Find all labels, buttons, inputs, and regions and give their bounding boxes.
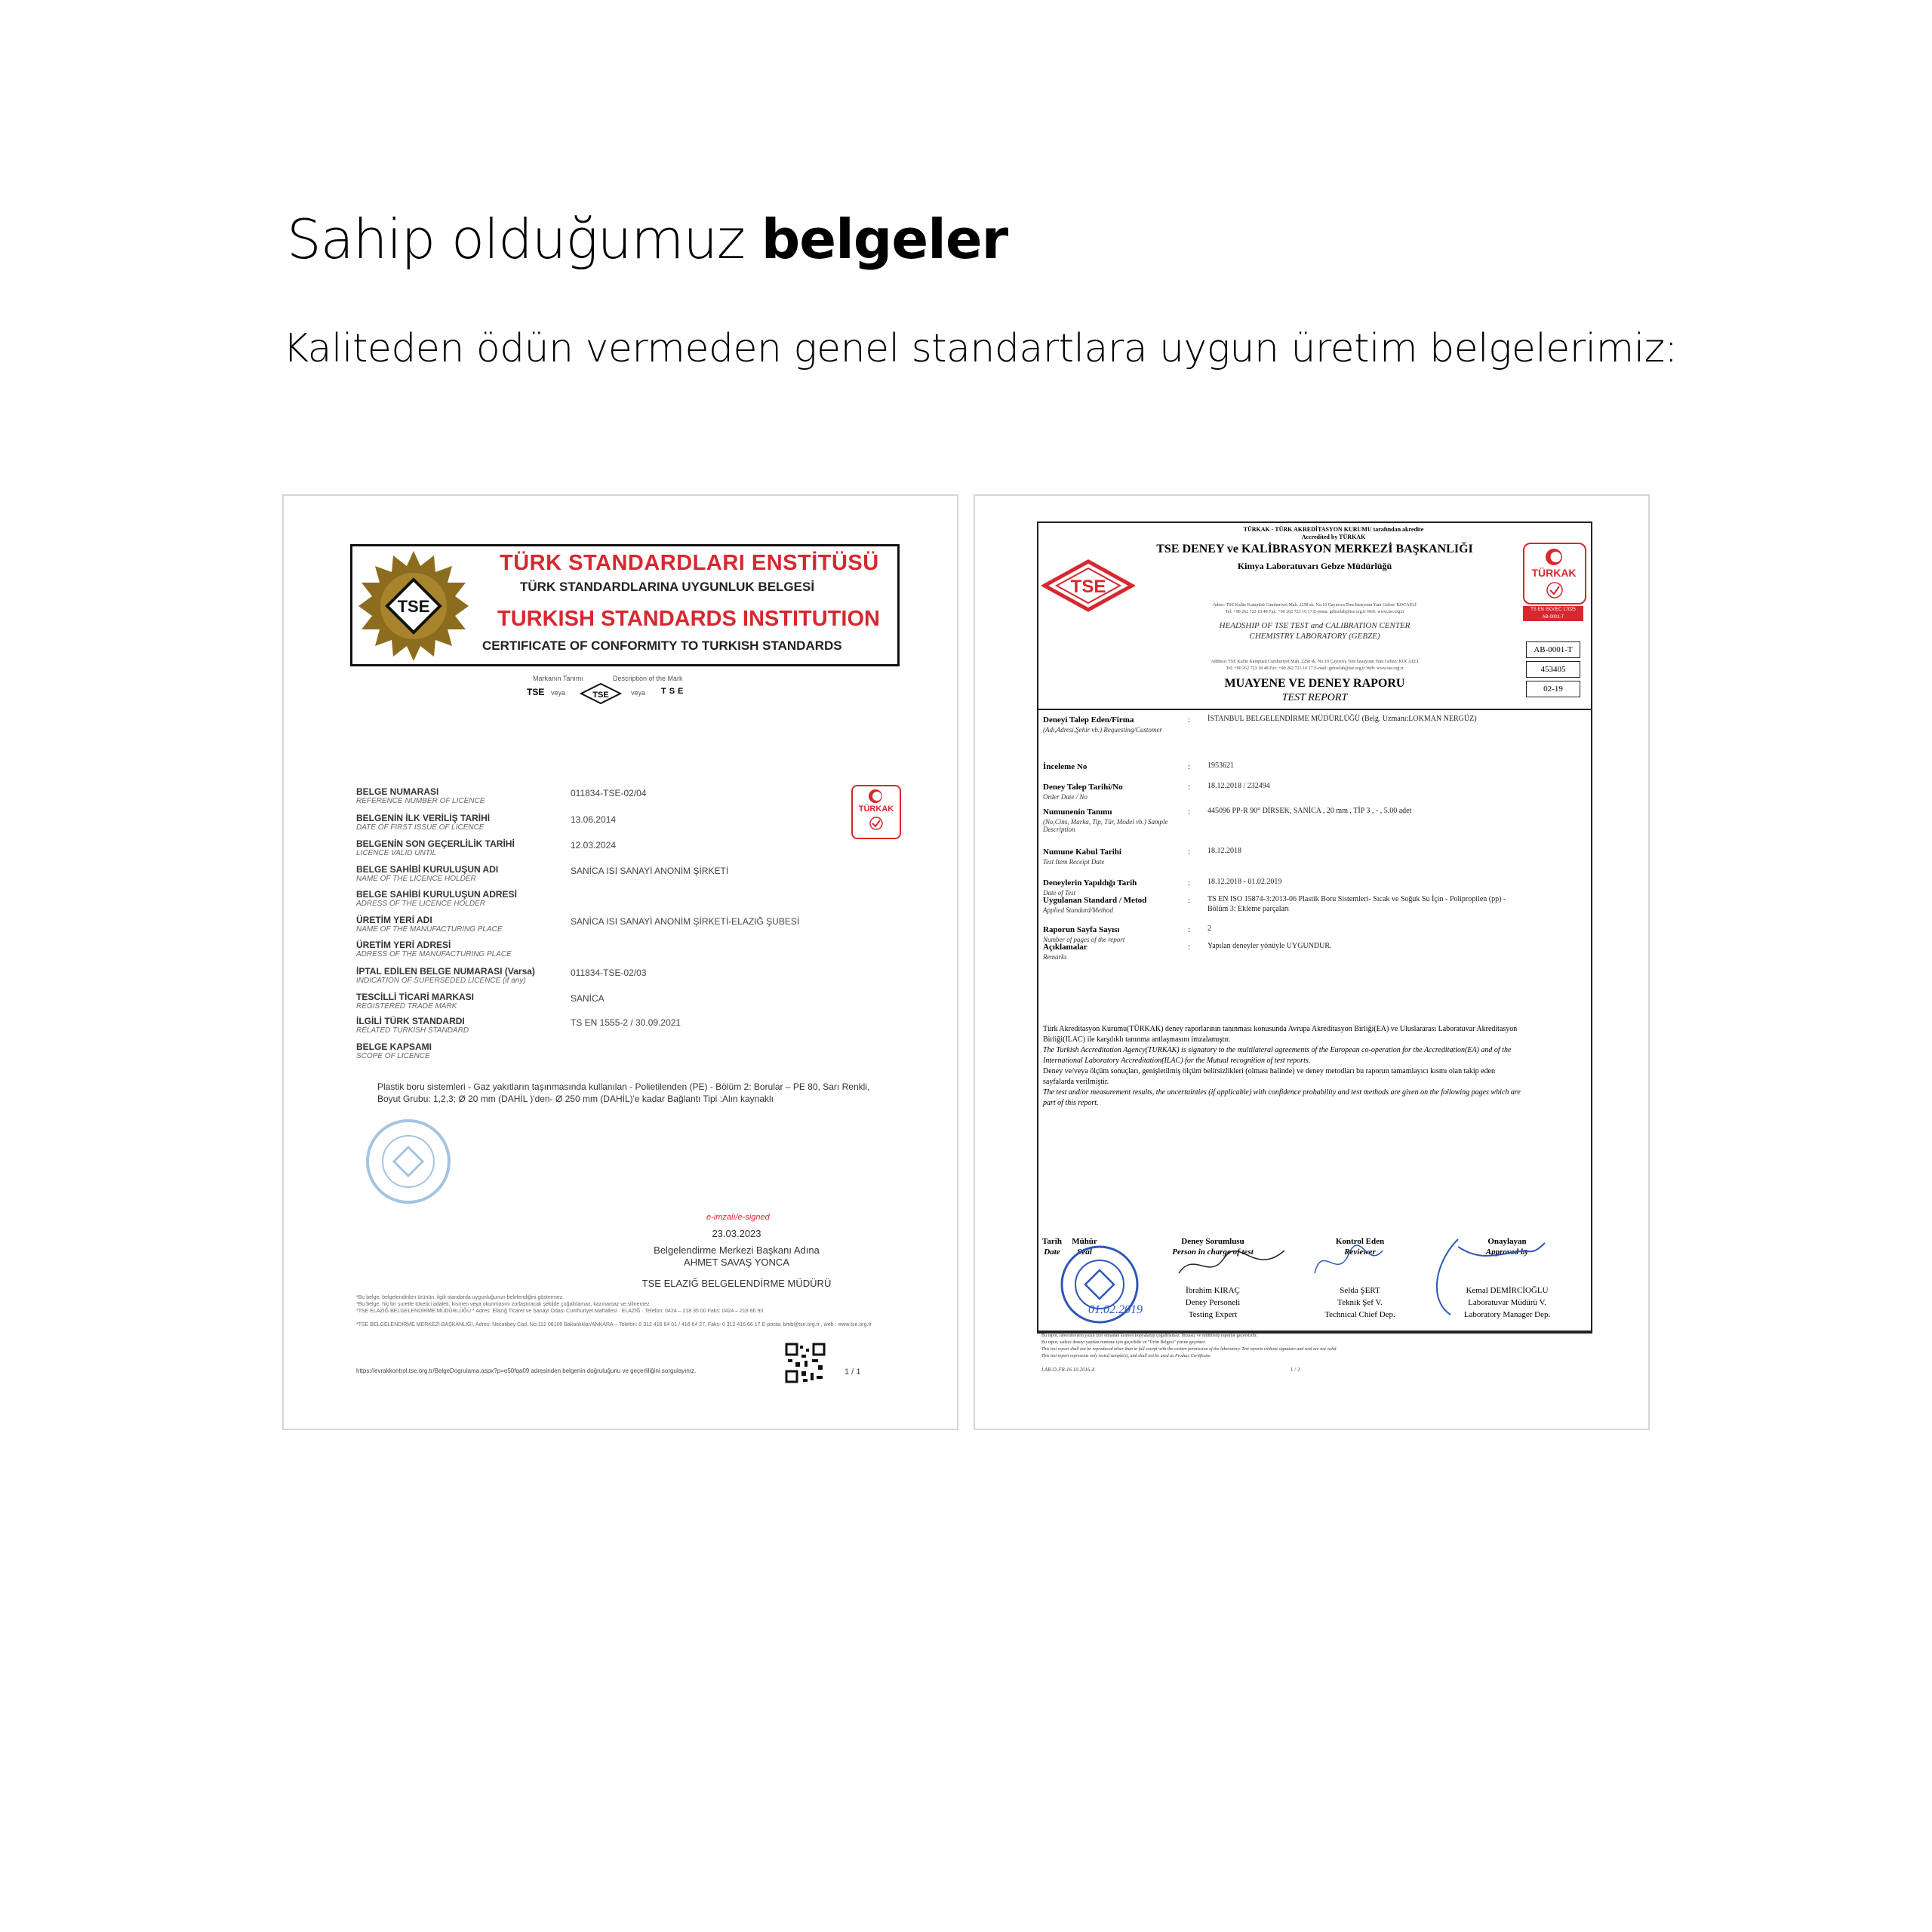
page-title-bold: belgeler — [761, 208, 1008, 271]
report-field-label: Deneyi Talep Eden/Firma — [1043, 715, 1134, 724]
turkak-sub: TS EN ISO/IEC 17025 — [1531, 608, 1576, 612]
code-box-3: 02-19 — [1526, 681, 1580, 697]
field-sublabel: INDICATION OF SUPERSEDED LICENCE (if any) — [356, 977, 526, 985]
field-label: BELGENİN SON GEÇERLİLİK TARİHİ — [356, 838, 515, 849]
field-sublabel: ADRESS OF THE LICENCE HOLDER — [356, 900, 485, 908]
esigned-label: e-imzalı/e-signed — [706, 1213, 770, 1222]
header-line-2: TÜRK STANDARDLARINA UYGUNLUK BELGESİ — [520, 580, 815, 594]
signatory-role: Deney Personeli — [1185, 1298, 1241, 1307]
tse-diamond-icon — [580, 682, 622, 705]
footer-line-2: Bu rapor, sadece deneyi yapılan numune için geçerlidir ve "Ürün Belgesi" yerine geçemez. — [1041, 1340, 1207, 1345]
field-value: 13.06.2014 — [571, 814, 617, 825]
report-field-label: Raporun Sayfa Sayısı — [1043, 925, 1120, 934]
address-line-3: Address: TSE Kalite Kampüsü Cumhuriyet Mah. 2258 sk. No:10 Çayırova Tem İstasyonu Yanı Gebze/ KOCAELİ — [1211, 660, 1419, 664]
page-subtitle: Kaliteden ödün vermeden genel standartlara uygun üretim belgelerimiz: — [283, 326, 1678, 371]
signatory-role: Laboratuvar Müdürü V. — [1468, 1298, 1546, 1307]
field-value: SANİCA ISI SANAYİ ANONİM ŞİRKETİ — [571, 866, 729, 876]
field-sublabel: SCOPE OF LICENCE — [356, 1052, 430, 1060]
signatory-title: TSE ELAZIĞ BELGELENDİRME MÜDÜRÜ — [641, 1278, 832, 1289]
report-field-label: Deney Talep Tarihi/No — [1043, 783, 1123, 792]
mark-description-tr: Markanın Tanımı — [533, 675, 583, 682]
signatory-name: İbrahim KIRAÇ — [1186, 1286, 1240, 1295]
check-icon — [1546, 582, 1563, 598]
report-field-label: Açıklamalar — [1043, 943, 1088, 952]
field-label: ÜRETİM YERİ ADI — [356, 915, 432, 925]
accreditation-paragraph-2: The Turkish Accreditation Agency(TURKAK) is signatory to the multilateral agreements of the European co-operation for the Accreditation(EA) and of the International Laboratory Accreditation(ILAC) for the Mutual recognition of test reports. — [1043, 1046, 1512, 1065]
colon-separator: : — [1188, 896, 1191, 905]
mark-veya-1: veya — [551, 689, 566, 697]
signatory-role: Teknik Şef V. — [1337, 1298, 1383, 1307]
turkak-crescent-icon — [1545, 548, 1563, 566]
report-field-sublabel: (No,Cins, Marka, Tip, Tür, Model vb.) Sample Description — [1043, 818, 1168, 833]
field-sublabel: RELATED TURKISH STANDARD — [356, 1026, 469, 1035]
signatory-name: Kemal DEMİRCİOĞLU — [1466, 1286, 1549, 1295]
field-label: BELGE NUMARASI — [356, 786, 439, 797]
report-field-label: Numune Kabul Tarihi — [1043, 848, 1121, 857]
signatory-role-en: Laboratory Manager Dep. — [1463, 1310, 1551, 1319]
field-value: SANİCA — [571, 993, 605, 1004]
field-value: 12.03.2024 — [571, 840, 617, 851]
turkak-code-strip — [1523, 606, 1583, 621]
footer-line-1: Bu rapor, laboratuvarın yazılı izni olmadan kısmen kopyalanıp çoğaltılamaz. İmzasız ve mühürsüz raporlar geçersizdir. — [1041, 1334, 1257, 1338]
report-field-value: 445096 PP-R 90° DİRSEK, SANİCA , 20 mm , TİP 3 , - , 5.00 adet — [1208, 807, 1412, 815]
signatory-role-en: Testing Expert — [1188, 1310, 1238, 1319]
report-field-sublabel: Number of pages of the report — [1043, 936, 1125, 943]
turkak-label: TÜRKAK — [1531, 567, 1577, 579]
field-label: ÜRETİM YERİ ADRESİ — [356, 940, 451, 950]
field-sublabel: NAME OF THE LICENCE HOLDER — [356, 875, 476, 883]
report-field-sublabel: Applied Standard/Method — [1043, 906, 1113, 914]
field-sublabel: ADRESS OF THE MANUFACTURING PLACE — [356, 950, 512, 958]
turkak-code: AB-0001-T — [1542, 615, 1564, 620]
mark-description-en: Description of the Mark — [613, 675, 683, 682]
mark-veya-2: veya — [631, 689, 646, 697]
signature-heading-en: Person in charge of test — [1172, 1247, 1254, 1257]
diamond-text: TSE — [592, 691, 609, 700]
address-line-1: Adres: TSE Kalite Kampüsü Cumhuriyet Mah. 2258 sk. No:10 Çayırova Tem İstasyonu Yanı Gebze/ KOCAELİ — [1213, 603, 1417, 608]
header-line-1: TÜRK STANDARDLARI ENSTİTÜSÜ — [500, 551, 879, 575]
report-field-label: İnceleme No — [1043, 762, 1088, 771]
header-divider — [1037, 709, 1592, 710]
address-line-4: Tel: +90 262 723 18 48 Fax: +90 262 723 16 17 E-mail: gebzelab@tse.org.tr Web: www.tse.org.tr — [1226, 666, 1404, 671]
report-field-value: 2 — [1208, 924, 1211, 933]
signature-heading: Kontrol Eden — [1335, 1237, 1385, 1246]
footer-line-3: This test report shall not be reproduced other than in full except with the written permission of the laboratory. Test reports without signature and seal are not valid. — [1041, 1347, 1337, 1352]
field-sublabel: REGISTERED TRADE MARK — [356, 1002, 457, 1011]
header-line-3: TURKISH STANDARDS INSTITUTION — [497, 607, 880, 631]
signatory-line-1: Belgelendirme Merkezi Başkanı Adına — [654, 1244, 820, 1256]
turkak-badge — [851, 785, 901, 839]
turkak-label: TÜRKAK — [858, 804, 894, 814]
page-number: 1 / 1 — [844, 1367, 861, 1377]
colon-separator: : — [1188, 715, 1191, 724]
report-field-sublabel: Order Date / No — [1043, 793, 1088, 801]
verification-url: https://evrakkontrol.tse.org.tr/BelgeDogrulama.aspx?p=e50fqa09 adresinden belgenin doğruluğunu ve geçerliliğini sorgulayınız. — [356, 1367, 697, 1374]
footer-line-4: This test report represents only tested sample(s), and shall not be used as Product Certificate. — [1041, 1354, 1211, 1358]
report-title: TSE DENEY ve KALİBRASYON MERKEZİ BAŞKANLIĞI — [1156, 543, 1473, 555]
field-label: BELGE SAHİBİ KURULUŞUN ADI — [356, 864, 499, 875]
mark-tse-vertical: TSE — [661, 687, 687, 696]
signature-heading: Deney Sorumlusu — [1181, 1237, 1244, 1246]
signature-icon — [1428, 1232, 1549, 1322]
code-box-2: 453405 — [1526, 661, 1580, 678]
field-label: İPTAL EDİLEN BELGE NUMARASI (Varsa) — [356, 966, 535, 977]
report-field-value: 18.12.2018 / 232494 — [1208, 782, 1270, 790]
field-label: BELGENİN İLK VERİLİŞ TARİHİ — [356, 813, 491, 823]
field-label: BELGE KAPSAMI — [356, 1041, 432, 1052]
footnote-4: *TSE BELGELENDİRME MERKEZİ BAŞKANLIĞI, Adres: Necatibey Cad. No:112 06100 Bakanlıklar/ANKARA – Telefon: 0 312 416 64 01 / 416 64 27, Faks: 0 312 416 66 17 E-posta: bmb@tse.org.tr , web : www.tse.org.tr — [356, 1322, 872, 1327]
report-field-value: 18.12.2018 - 01.02.2019 — [1208, 878, 1282, 886]
sign-date: 23.03.2023 — [712, 1228, 761, 1239]
accreditation-paragraph-3: Deney ve/veya ölçüm sonuçları, genişletilmiş ölçüm belirsizlikleri (olması halinde) ve deney metodları bu raporun tamamlayıcı kısmı olan takip eden sayfalarda verilmiştir. — [1043, 1067, 1495, 1086]
mark-tse: TSE — [527, 687, 545, 697]
accreditation-paragraph-4: The test and/or measurement results, the uncertainties (if applicable) with confidence probability and test methods are given on the following pages which are part of this report. — [1043, 1088, 1521, 1107]
signature-icon — [1307, 1239, 1390, 1284]
tse-seal-icon — [357, 549, 470, 663]
field-value: 011834-TSE-02/04 — [571, 788, 647, 798]
page-title-regular: Sahip olduğumuz — [287, 208, 745, 271]
report-field-sublabel: Test Item Receipt Date — [1043, 858, 1105, 866]
colon-separator: : — [1188, 808, 1191, 817]
address-line-2: Tel: +90 262 723 18 48 Fax: +90 262 723 16 17 E-posta: gebzelab@tse.org.tr Web: www.tse.org.tr — [1225, 610, 1404, 614]
signature-heading: Mühür — [1072, 1237, 1097, 1246]
turkak-crescent-icon — [868, 789, 883, 804]
turkak-badge — [1523, 543, 1586, 605]
report-type-tr: MUAYENE VE DENEY RAPORU — [1224, 677, 1405, 690]
signature-icon — [1171, 1243, 1292, 1288]
report-field-value: İSTANBUL BELGELENDİRME MÜDÜRLÜĞÜ (Belg. Uzmanı:LOKMAN NERGÜZ) — [1208, 715, 1477, 723]
field-sublabel: NAME OF THE MANUFACTURING PLACE — [356, 925, 503, 934]
report-field-label: Deneylerin Yapıldığı Tarih — [1043, 878, 1137, 888]
stamp-date: 01.02.2019 — [1088, 1303, 1143, 1316]
colon-separator: : — [1188, 925, 1191, 934]
report-field-sublabel: (Adı,Adresi,Şehir vb.) Requesting/Customer — [1043, 726, 1162, 734]
accreditation-line-1: TÜRKAK - TÜRK AKREDİTASYON KURUMU tarafından akredite — [1243, 526, 1424, 533]
colon-separator: : — [1188, 878, 1191, 888]
page-title — [287, 208, 1008, 271]
test-report-document[interactable] — [974, 494, 1650, 1430]
tarih-label: Tarih — [1042, 1237, 1062, 1246]
report-field-label: Numunenin Tanımı — [1043, 808, 1112, 817]
report-field-value: 18.12.2018 — [1208, 847, 1241, 855]
colon-separator: : — [1188, 848, 1191, 857]
signatory-role-en: Technical Chief Dep. — [1324, 1310, 1395, 1319]
form-code: LAB-D-FR-16.10.2016-4 — [1041, 1367, 1095, 1373]
footer-divider — [1037, 1331, 1592, 1332]
footnote-1: *Bu belge, belgelendirilen ürünün, ilgili standarda uygunluğunun belirlendiğini göstermez. — [356, 1295, 565, 1300]
field-label: İLGİLİ TÜRK STANDARDI — [356, 1016, 465, 1026]
logo-text: TSE — [1070, 577, 1106, 597]
signature-heading-en: Reviewer — [1344, 1247, 1376, 1257]
signature-heading-en: Seal — [1077, 1247, 1092, 1257]
colon-separator: : — [1188, 762, 1191, 771]
footnote-2: *Bu belge, hiç bir surette tüketici adaleti, kısmen veya okunmasını zorlaştıracak şekilde çoğaltılamaz, kazınamaz ve silinemez. — [356, 1302, 651, 1307]
field-sublabel: REFERENCE NUMBER OF LICENCE — [356, 797, 485, 805]
report-field-value: TS EN ISO 15874-3:2013-06 Plastik Boru Sistemleri- Sıcak ve Soğuk Su İçin - Polipropilen (pp) -Bölüm 3: Ekleme parçaları — [1208, 895, 1506, 913]
report-field-value: 1953621 — [1208, 761, 1234, 770]
scope-text: Plastik boru sistemleri - Gaz yakıtların taşınmasında kullanılan - Polietilenden (PE) - Bölüm 2: Borular – PE 80, Sarı Renkli, Boyut Grubu: 1,2,3; Ø 20 mm (DAHİL )'den- Ø 250 mm (DAHİL)'e kadar Bağlantı Tipi :Alın kaynaklı — [377, 1081, 870, 1104]
report-field-value: Yapılan deneyler yönüyle UYGUNDUR. — [1208, 942, 1332, 950]
certificate-header — [350, 544, 900, 666]
check-icon — [869, 817, 883, 830]
header-line-4: CERTIFICATE OF CONFORMITY TO TURKISH STANDARDS — [482, 638, 842, 653]
signatory-name: Selda ŞERT — [1340, 1286, 1380, 1295]
colon-separator: : — [1188, 783, 1191, 792]
field-label: BELGE SAHİBİ KURULUŞUN ADRESİ — [356, 889, 517, 900]
certificate-document[interactable] — [282, 494, 958, 1430]
field-value: SANİCA ISI SANAYİ ANONİM ŞİRKETİ-ELAZIĞ ŞUBESİ — [571, 916, 800, 927]
report-subtitle: Kimya Laboratuvarı Gebze Müdürlüğü — [1237, 561, 1392, 571]
report-field-sublabel: Remarks — [1043, 953, 1067, 961]
footnote-3: *TSE ELAZIĞ BELGELENDİRME MÜDÜRLÜĞÜ * Adres: Elazığ Ticaret ve Sanayi Odası Cumhuriyet Mahallesi · ELAZIĞ · Telefon: 0424 – 218 35 00 Faks: 0424 – 218 66 93 — [356, 1309, 764, 1314]
code-box-1: AB-0001-T — [1526, 641, 1580, 658]
qr-code-icon — [785, 1343, 826, 1383]
accreditation-paragraph-1: Türk Akreditasyon Kurumu(TÜRKAK) deney raporlarının tanınması konusunda Avrupa Akreditasyon Birliği(EA) ve Uluslararası Laboratuvar Akreditasyon Birliği(ILAC) ile karşılıklı tanınma antlaşmasını imzalamıştır. — [1043, 1025, 1518, 1044]
field-label: TESCİLLİ TİCARİ MARKASI — [356, 992, 474, 1002]
headship-line-2: CHEMISTRY LABORATORY (GEBZE) — [1249, 632, 1380, 641]
report-field-label: Uygulanan Standard / Metod — [1043, 896, 1147, 905]
signature-heading: Onaylayan — [1487, 1237, 1527, 1246]
seal-text: TSE — [397, 597, 430, 616]
tarih-sub: Date — [1044, 1247, 1060, 1257]
field-sublabel: LICENCE VALID UNTIL — [356, 849, 437, 857]
signature-heading-en: Approved by — [1485, 1247, 1529, 1257]
report-page-number: 1 / 2 — [1291, 1367, 1300, 1373]
headship-line-1: HEADSHIP OF TSE TEST and CALIBRATION CENTER — [1219, 621, 1411, 630]
field-value: 011834-TSE-02/03 — [571, 968, 647, 978]
report-field-sublabel: Date of Test — [1043, 889, 1076, 897]
blue-stamp-icon — [364, 1117, 453, 1206]
colon-separator: : — [1188, 943, 1191, 952]
report-type-en: TEST REPORT — [1281, 692, 1348, 703]
field-value: TS EN 1555-2 / 30.09.2021 — [571, 1017, 681, 1028]
signatory-name: AHMET SAVAŞ YONCA — [684, 1257, 789, 1268]
accreditation-line-2: Accredited by TÜRKAK — [1301, 534, 1366, 540]
field-sublabel: DATE OF FIRST ISSUE OF LICENCE — [356, 823, 485, 832]
